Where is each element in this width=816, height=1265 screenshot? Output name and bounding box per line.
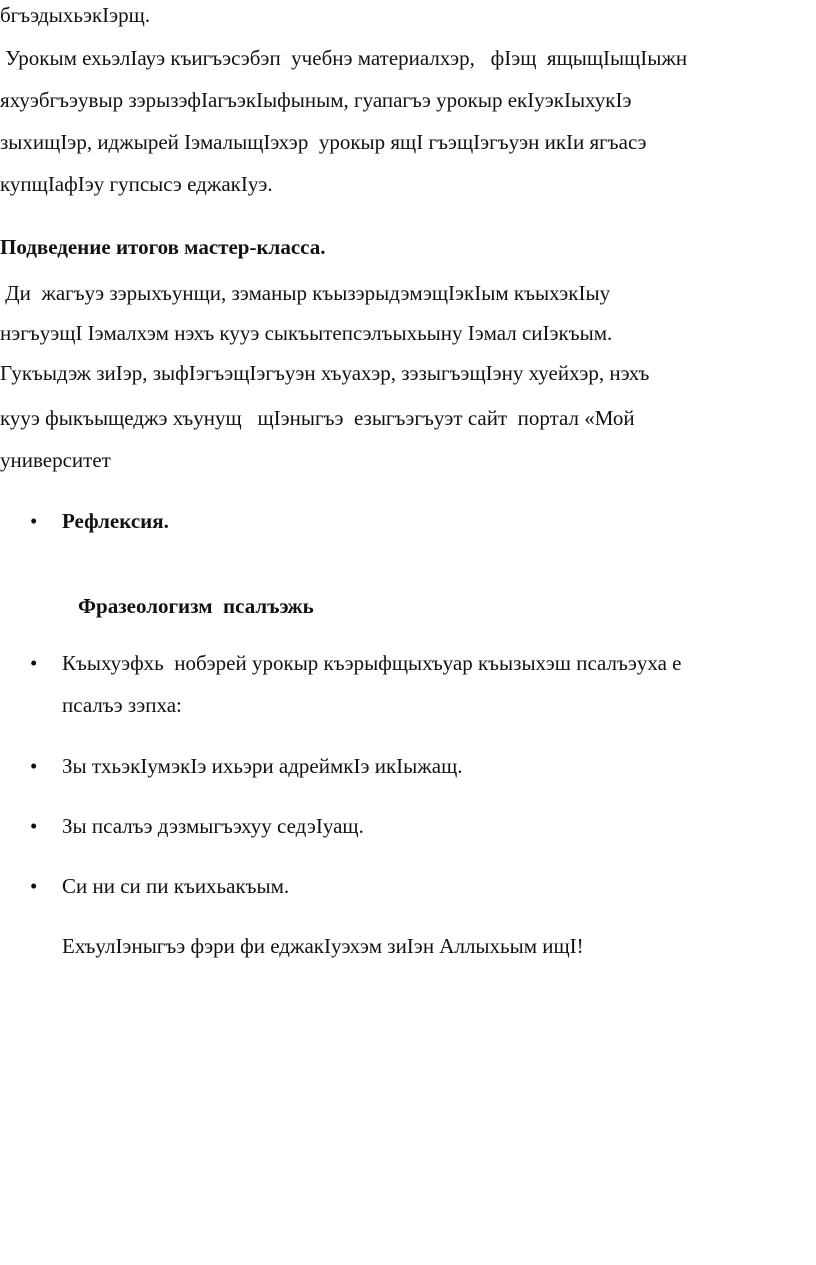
reflection-label: Рефлексия. <box>62 509 169 533</box>
list-item-1-line-1: Къыхуэфхь нобэрей урокыр къэрыфщыхъуар къызыхэш псалъэуха е <box>62 651 682 675</box>
summary-heading: Подведение итогов мастер-класса. <box>0 235 326 259</box>
summary-line-4: кууэ фыкъыщеджэ хъунущ щIэныгъэ езыгъэгъуэт сайт портал «Мой <box>0 406 635 430</box>
reflection-bullet: • <box>30 509 38 533</box>
summary-line-5: университет <box>0 448 111 472</box>
intro-paragraph-line-3: зыхищIэр, иджырей IэмалыщIэхэр урокыр ящI гъэщIэгъуэн икIи ягъасэ <box>0 130 647 154</box>
intro-paragraph-line-2: яхуэбгъэувыр зэрызэфIагъэкIыфыным, гуапагъэ урокыр екIуэкIыхукIэ <box>0 88 632 112</box>
summary-line-3: Гукъыдэж зиIэр, зыфIэгъэщIэгъуэн хъуахэр, зэзыгъэщIэну хуейхэр, нэхъ <box>0 361 650 385</box>
list-item-3: Зы псалъэ дэзмыгъэхуу седэIуащ. <box>62 814 364 838</box>
list-bullet-2: • <box>30 754 38 778</box>
intro-first-line: бгъэдыхьэкIэрщ. <box>0 3 151 27</box>
summary-line-1: Ди жагъуэ зэрыхъунщи, зэманыр къызэрыдэмэщIэкIым къыхэкIыу <box>0 281 611 305</box>
closing-line: ЕхъулIэныгъэ фэри фи еджакIуэхэм зиIэн Аллыхьым ищI! <box>62 934 584 958</box>
list-item-4: Си ни си пи къихьакъым. <box>62 874 290 898</box>
summary-line-2: нэгъуэщI Iэмалхэм нэхъ кууэ сыкъытепсэлъыхьыну Iэмал сиIэкъым. <box>0 321 613 345</box>
list-item-1-line-2: псалъэ зэпха: <box>62 693 182 717</box>
list-item-2: Зы тхьэкIумэкIэ ихьэри адреймкIэ икIыжащ. <box>62 754 463 778</box>
intro-paragraph-line-1: Урокым ехьэлIауэ къигъэсэбэп учебнэ материалхэр, фIэщ ящыщIыщIыжн <box>0 46 688 70</box>
phraseology-subheading: Фразеологизм псалъэжь <box>78 594 314 618</box>
list-bullet-4: • <box>30 874 38 898</box>
list-bullet-3: • <box>30 814 38 838</box>
list-bullet-1: • <box>30 651 38 675</box>
intro-paragraph-line-4: купщIафIэу гупсысэ еджакIуэ. <box>0 172 273 196</box>
